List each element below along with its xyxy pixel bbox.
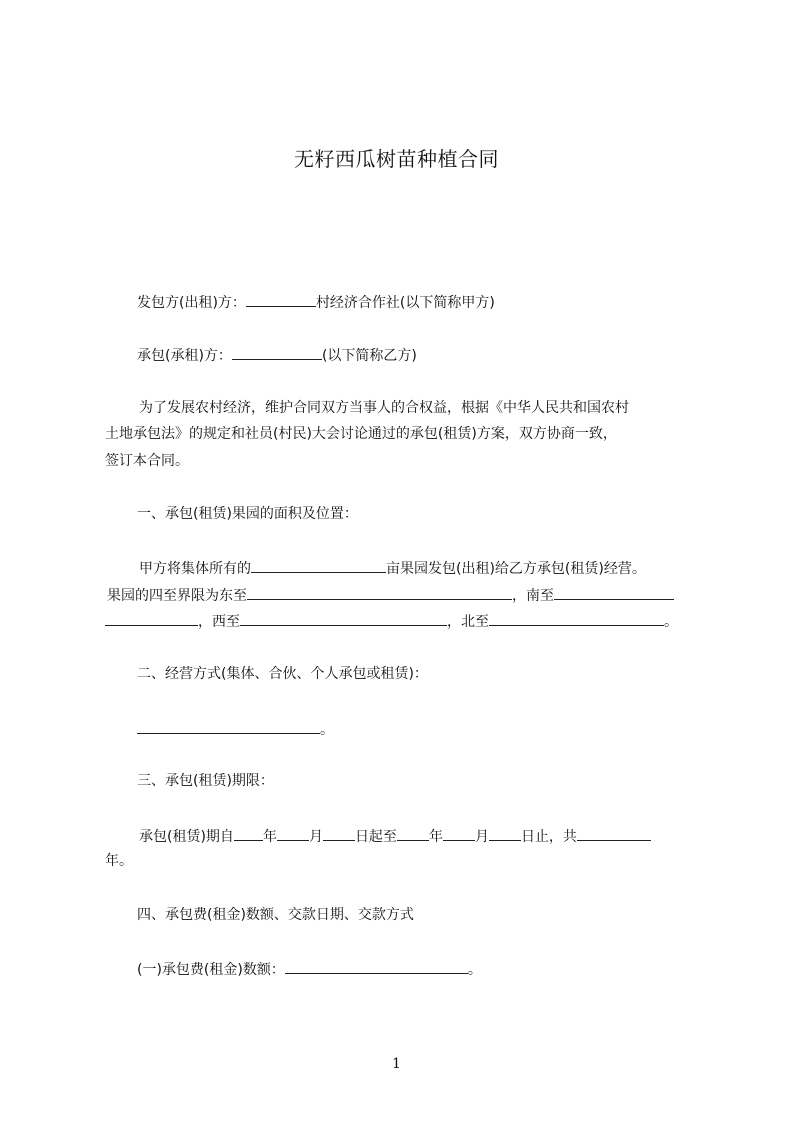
section-3-para-line-2: 年。 — [105, 853, 133, 869]
start-day-blank[interactable] — [323, 825, 355, 841]
operation-mode-blank[interactable] — [137, 718, 320, 734]
party-b-line: 承包(承租)方： (以下简称乙方) — [137, 344, 417, 366]
document-title: 无籽西瓜树苗种植合同 — [294, 147, 499, 171]
party-a-blank[interactable] — [246, 291, 316, 307]
section-1-para-line-1: 甲方将集体所有的 亩果园发包(出租)给乙方承包(租赁)经营。 — [139, 557, 646, 579]
start-year-blank[interactable] — [234, 825, 263, 841]
rent-amount-blank[interactable] — [285, 958, 468, 974]
party-b-blank[interactable] — [232, 344, 322, 360]
intro-line-1: 为了发展农村经济，维护合同双方当事人的合权益，根据《中华人民共和国农村 — [139, 400, 629, 416]
end-day-blank[interactable] — [489, 825, 521, 841]
section-1-para-line-3: ，西至 ，北至 。 — [105, 610, 678, 632]
page-number: 1 — [392, 1056, 401, 1072]
north-boundary-blank[interactable] — [489, 610, 664, 626]
intro-line-2: 土地承包法》的规定和社员(村民)大会讨论通过的承包(租赁)方案，双方协商一致， — [105, 426, 617, 442]
south-boundary-blank[interactable] — [554, 584, 674, 600]
end-year-blank[interactable] — [397, 825, 429, 841]
west-boundary-blank[interactable] — [240, 610, 447, 626]
total-years-blank[interactable] — [577, 825, 651, 841]
east-boundary-blank[interactable] — [247, 584, 512, 600]
south-boundary-blank-cont[interactable] — [105, 610, 198, 626]
end-month-blank[interactable] — [443, 825, 475, 841]
intro-line-3: 签订本合同。 — [105, 453, 189, 469]
section-1-para-line-2: 果园的四至界限为东至 ，南至 — [107, 584, 674, 606]
area-blank[interactable] — [251, 557, 386, 573]
section-3-heading: 三、承包(租赁)期限： — [137, 773, 274, 789]
section-2-blank-line: 。 — [137, 718, 334, 740]
section-1-heading: 一、承包(租赁)果园的面积及位置： — [137, 506, 358, 522]
section-4-sub-1: (一)承包费(租金)数额： 。 — [137, 958, 482, 980]
section-2-heading: 二、经营方式(集体、合伙、个人承包或租赁)： — [137, 666, 428, 682]
party-a-line: 发包方(出租)方： 村经济合作社(以下简称甲方) — [137, 291, 495, 313]
start-month-blank[interactable] — [277, 825, 309, 841]
section-4-heading: 四、承包费(租金)数额、交款日期、交款方式 — [137, 907, 414, 923]
section-3-para-line-1: 承包(租赁)期自 年 月 日起至 年 月 日止，共 — [139, 825, 651, 847]
